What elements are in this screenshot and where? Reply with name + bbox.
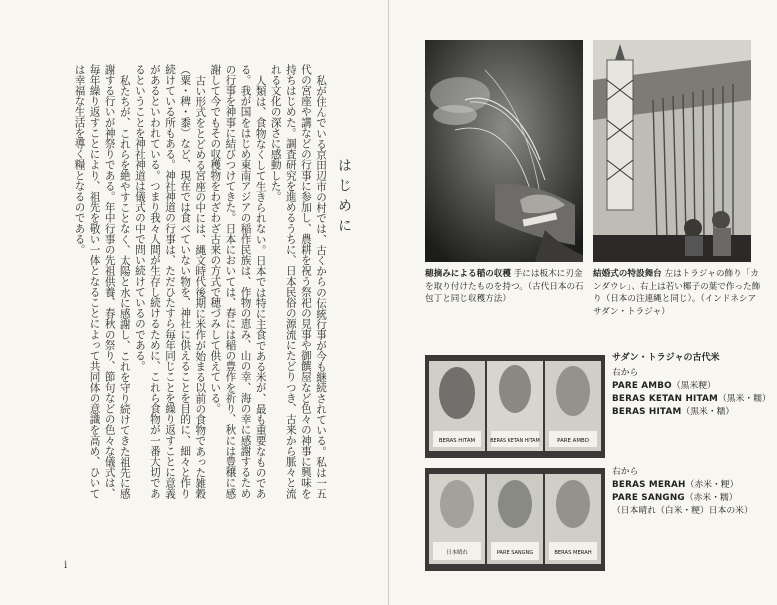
- paragraph: 私たちが、これらを絶やすことなく、太陽と水に感謝し、これを守り続けてきた祖先に感謝する行いが神祭りである。年中行事の先祖供養、春秋の祭り、節句などの色々な儀式は、毎年繰り返すことにより、祖先を敬い一体となることによって共同体の意識を高め、ひいては幸福な生活を導く糧となるのである。: [73, 64, 131, 499]
- sample-label: BERAS KETAN HITAM: [490, 439, 540, 444]
- rice-harvest-photo: [425, 40, 583, 262]
- photo1-caption-text: 手には板木に刃金を取り付けたものを持つ。（古代日本の石包丁と同じ収穫方法）: [425, 269, 584, 304]
- rice-item: PARE SANGNG（赤米・糯）: [612, 493, 738, 503]
- photo1-caption-title: 穂摘みによる稲の収穫: [425, 269, 511, 279]
- photo2-caption-text: 左はトラジャの飾り「カンダウレ」、右上は若い椰子の葉で作った飾り（日本の注連縄と同じ）。（インドネシア サダン・トラジャ）: [593, 269, 765, 317]
- page-heading: はじめに: [336, 158, 352, 238]
- group1-from: 右から: [612, 368, 639, 378]
- rice-item: （日本晴れ（白米・粳）日本の米）: [612, 506, 753, 516]
- rice-item: BERAS MERAH（赤米・粳）: [612, 480, 739, 490]
- rice-item: BERAS HITAM（黒米・糯）: [612, 407, 735, 417]
- wedding-stage-photo: [593, 40, 751, 262]
- sample-label: PARE AMBO: [557, 438, 589, 444]
- photo2-caption-title: 結婚式の特設舞台: [593, 269, 662, 279]
- rice-item: BERAS KETAN HITAM（黒米・糯）: [612, 394, 771, 404]
- paragraph: 人類は、食物なくして生きられない。日本では特に主食である米が、最も重要なものである。我が国をはじめ東南アジアの稲作民族は、作物の恵み、山の幸、海の幸に感謝するための行事を神事に結びつけてきた。日本においては、春には稲の豊作を祈り、秋には豊穣に感謝して今でもその収穫物をわざわざ古来の方式で穂づみして供えている。: [209, 64, 267, 499]
- body-text: [73, 64, 328, 504]
- sample-label: PARE SANGNG: [496, 550, 534, 556]
- paragraph: 私が住んでいる京田辺市の村では、古くからの伝統行事が今も継続されている。私は一五代の宮座や講などの行事に参加し、農耕を祝う祭祀の見事や御饌屋など色々の神事に興味を持ちはじめた。調査研究を進めるうちに、日本民俗の源流にたどりつき、古来から脈々と流れる文化の深さに感動した。: [269, 64, 327, 499]
- photo2-caption: [593, 268, 763, 318]
- sample-label: BERAS HITAM: [438, 438, 476, 444]
- rice-samples-photo-top: [425, 355, 605, 458]
- photo1-caption: [425, 268, 590, 306]
- rice-item: PARE AMBO（黒米粳）: [612, 381, 716, 391]
- paragraph: 古い形式をとどめる宮座の中には、縄文時代後期に米作が始まる以前の食物であった雑穀（粟・稗・黍）など、現在では食べていない物を、神社に供えることを目的に、細々と作り続けている所もある。神社神道の行事は、ただひたすら毎年同じことを繰り返すことに意義があるといわれている。つまり我々人間が生存し続けるために、これら食物が一番大切であるということを神社神道は儀式の中で問い続けているのである。: [133, 64, 207, 499]
- sample-label: 日本晴れ: [446, 550, 468, 556]
- sample-label: BERAS MERAH: [554, 550, 592, 556]
- page-number: i: [64, 560, 68, 571]
- rice-samples-photo-bottom: [425, 468, 605, 571]
- ancient-rice-title: サダン・トラジャの古代米: [612, 353, 720, 363]
- group2-from: 右から: [612, 467, 639, 477]
